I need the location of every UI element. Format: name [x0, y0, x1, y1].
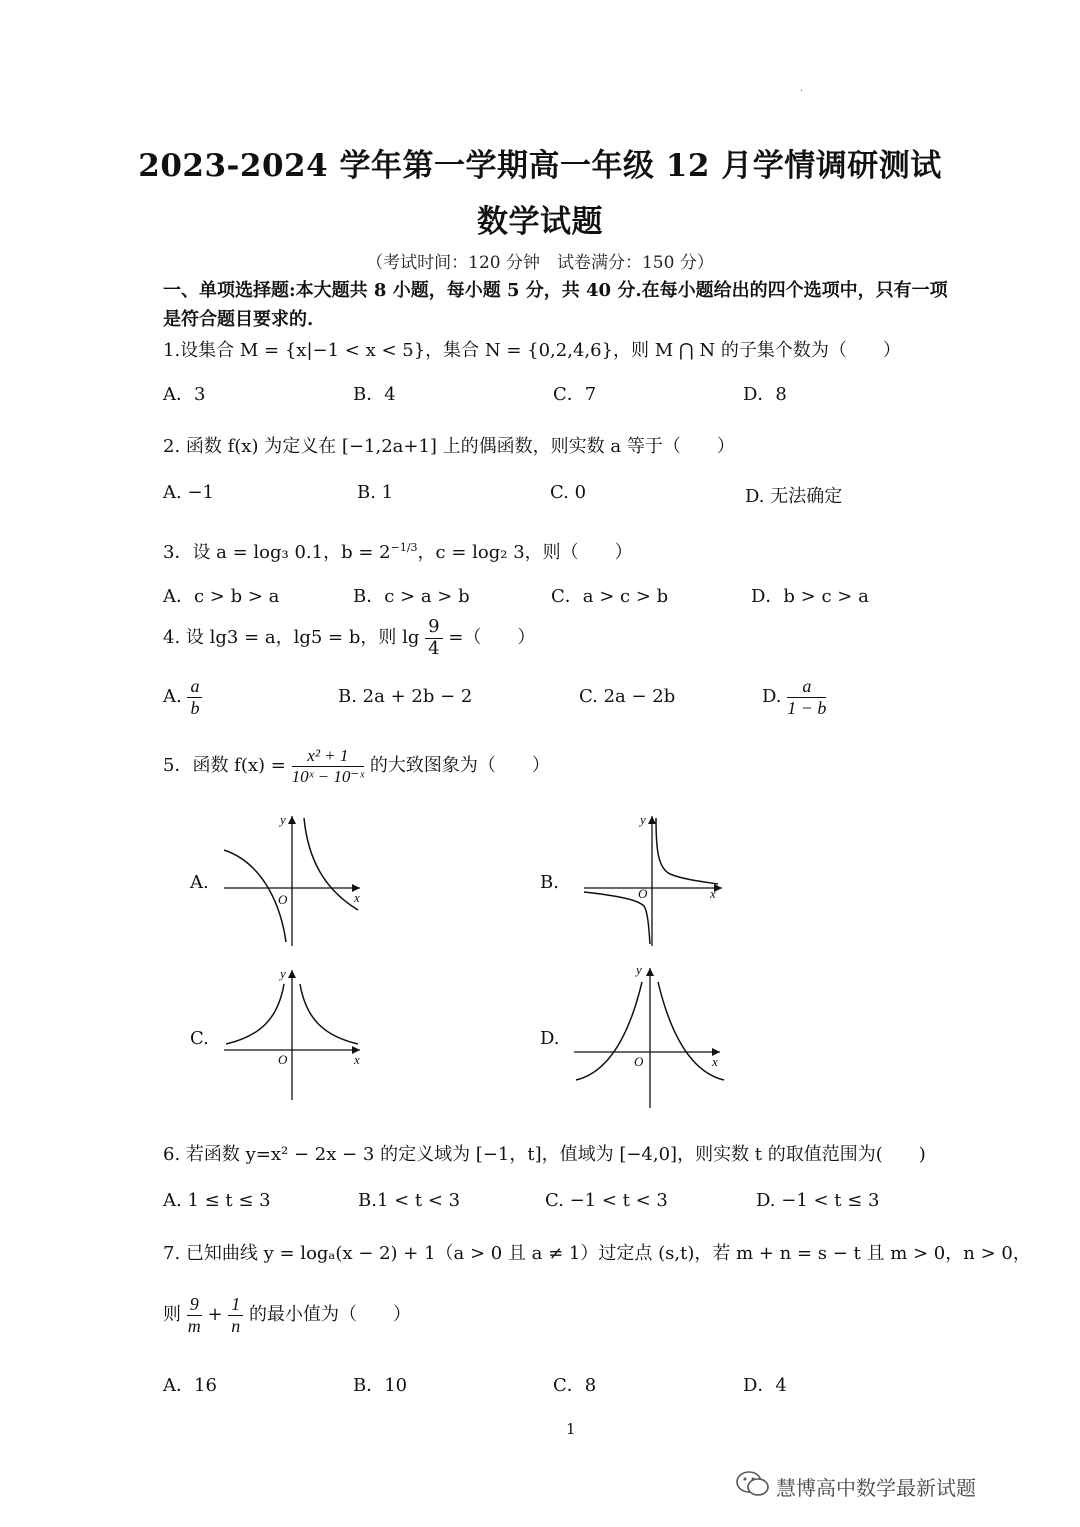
q5-d-origin-label: O: [634, 1054, 644, 1069]
watermark-text: 慧博高中数学最新试题: [776, 1476, 976, 1500]
q4-option-d[interactable]: [762, 676, 826, 718]
section-heading-cont: 是符合题目要求的.: [163, 309, 314, 330]
q5-fraction: [292, 746, 365, 786]
q7-f2-den: n: [231, 1315, 241, 1336]
q5-d-x-axis-label: x: [712, 1054, 718, 1069]
page-number: 1: [566, 1420, 576, 1438]
question-2-stem: 2. 函数 f(x) 为定义在 [−1,2a+1] 上的偶函数，则实数 a 等于（ ）: [163, 436, 735, 457]
q4-d-num: a: [787, 676, 826, 698]
q7-option-b[interactable]: B．10: [353, 1375, 408, 1396]
q1-option-d[interactable]: D．8: [743, 384, 787, 405]
q5-option-b-label[interactable]: B.: [540, 872, 559, 893]
q4-option-b[interactable]: B. 2a + 2b − 2: [338, 686, 473, 707]
q1-option-c[interactable]: C．7: [553, 384, 597, 405]
q4-frac-num: 9: [425, 617, 442, 639]
q7-f2-num: 1: [228, 1294, 243, 1316]
q5-stem-part1: 5．函数 f(x) =: [163, 755, 286, 777]
q4-option-a-frac: [187, 676, 202, 718]
q3-option-b[interactable]: B．c > a > b: [353, 586, 470, 607]
q4-option-d-frac: [787, 676, 826, 718]
q1-option-b[interactable]: B．4: [353, 384, 396, 405]
q1-option-a[interactable]: A．3: [163, 384, 206, 405]
q5-d-y-axis-label: y: [636, 962, 642, 977]
q7-plus: +: [207, 1304, 223, 1326]
q5-frac-num: x² + 1: [292, 746, 365, 767]
q5-graph-c[interactable]: [220, 964, 370, 1104]
q7-fraction-2: [228, 1294, 243, 1336]
q5-b-x-axis-label: x: [710, 886, 716, 901]
q5-graph-d[interactable]: [570, 962, 730, 1112]
q5-a-origin-label: O: [278, 892, 288, 907]
q4-fraction: [425, 617, 442, 659]
question-6-stem: 6. 若函数 y=x² − 2x − 3 的定义域为 [−1，t]，值域为 [−4,0]，则实数 t 的取值范围为( ): [163, 1144, 926, 1165]
q4-stem-part1: 4. 设 lg3 = a，lg5 = b，则 lg: [163, 627, 420, 649]
page-title: 2023-2024 学年第一学期高一年级 12 月学情调研测试: [138, 148, 942, 184]
q5-graph-b[interactable]: [580, 810, 730, 950]
q7-option-c[interactable]: C．8: [553, 1375, 597, 1396]
exam-info: （考试时间：120 分钟 试卷满分：150 分）: [366, 253, 714, 273]
q2-option-d[interactable]: D. 无法确定: [745, 486, 843, 507]
q5-option-c-label[interactable]: C.: [190, 1028, 209, 1049]
q5-c-y-axis-label: y: [280, 966, 286, 981]
q6-option-a[interactable]: A. 1 ≤ t ≤ 3: [163, 1190, 271, 1211]
q4-a-den: b: [190, 697, 200, 718]
q4-option-a[interactable]: [163, 676, 202, 718]
q6-option-b[interactable]: B.1 < t < 3: [358, 1190, 461, 1211]
q5-b-origin-label: O: [638, 886, 648, 901]
q5-option-d-label[interactable]: D.: [540, 1028, 560, 1049]
wechat-icon: [736, 1470, 770, 1502]
q2-option-a[interactable]: A. −1: [163, 482, 214, 503]
question-4-stem: [163, 617, 535, 659]
q7-stem-part2: 的最小值为（ ）: [249, 1304, 412, 1326]
q7-option-a[interactable]: A．16: [163, 1375, 217, 1396]
q5-a-y-axis-label: y: [280, 812, 286, 827]
q7-fraction-1: [187, 1294, 202, 1336]
question-3-stem: [163, 538, 633, 564]
q4-a-num: a: [187, 676, 202, 698]
section-heading: 一、单项选择题:本大题共 8 小题，每小题 5 分，共 40 分.在每小题给出的四个选项中，只有一项: [163, 280, 948, 301]
q4-option-c[interactable]: C. 2a − 2b: [579, 686, 676, 707]
q4-option-a-label: A.: [163, 686, 182, 708]
q5-b-y-axis-label: y: [640, 812, 646, 827]
q5-c-origin-label: O: [278, 1052, 288, 1067]
q4-frac-den: 4: [428, 637, 440, 659]
question-5-stem: [163, 746, 550, 786]
q6-option-c[interactable]: C. −1 < t < 3: [545, 1190, 668, 1211]
q7-f1-den: m: [187, 1315, 201, 1336]
q6-option-d[interactable]: D. −1 < t ≤ 3: [756, 1190, 880, 1211]
question-7-stem-cont: [163, 1294, 411, 1336]
q5-option-a-label[interactable]: A.: [190, 872, 209, 893]
q3-option-a[interactable]: A．c > b > a: [163, 586, 280, 607]
question-1-stem: 1.设集合 M = {x|−1 < x < 5}，集合 N = {0,2,4,6}，则 M ⋂ N 的子集个数为（ ）: [163, 340, 901, 361]
q3-option-d[interactable]: D．b > c > a: [751, 586, 869, 607]
q4-stem-part2: =（ ）: [448, 627, 536, 649]
q4-option-d-label: D.: [762, 686, 782, 708]
q7-f1-num: 9: [187, 1294, 202, 1316]
q5-frac-den: 10ˣ − 10⁻ˣ: [291, 766, 365, 786]
q3-exponent: −1/3: [390, 541, 418, 554]
q7-option-d[interactable]: D．4: [743, 1375, 787, 1396]
q3-option-c[interactable]: C．a > c > b: [551, 586, 669, 607]
q3-stem-part1: 3．设 a = log₃ 0.1，b = 2: [163, 542, 391, 563]
page-subtitle: 数学试题: [477, 204, 603, 240]
q2-option-c[interactable]: C. 0: [550, 482, 587, 503]
q7-stem-part1: 则: [163, 1304, 181, 1326]
q5-stem-part2: 的大致图象为（ ）: [369, 755, 550, 777]
q3-stem-part2: ，c = log₂ 3，则（ ）: [417, 542, 633, 563]
top-dot: ·: [800, 86, 804, 97]
q5-graph-a[interactable]: [220, 810, 370, 950]
question-7-stem: 7. 已知曲线 y = logₐ(x − 2) + 1（a > 0 且 a ≠ 1）过定点 (s,t)，若 m + n = s − t 且 m > 0，n > 0，: [163, 1243, 1031, 1264]
q5-a-x-axis-label: x: [354, 890, 360, 905]
q4-d-den: 1 − b: [787, 697, 827, 718]
q5-c-x-axis-label: x: [354, 1052, 360, 1067]
q2-option-b[interactable]: B. 1: [357, 482, 394, 503]
